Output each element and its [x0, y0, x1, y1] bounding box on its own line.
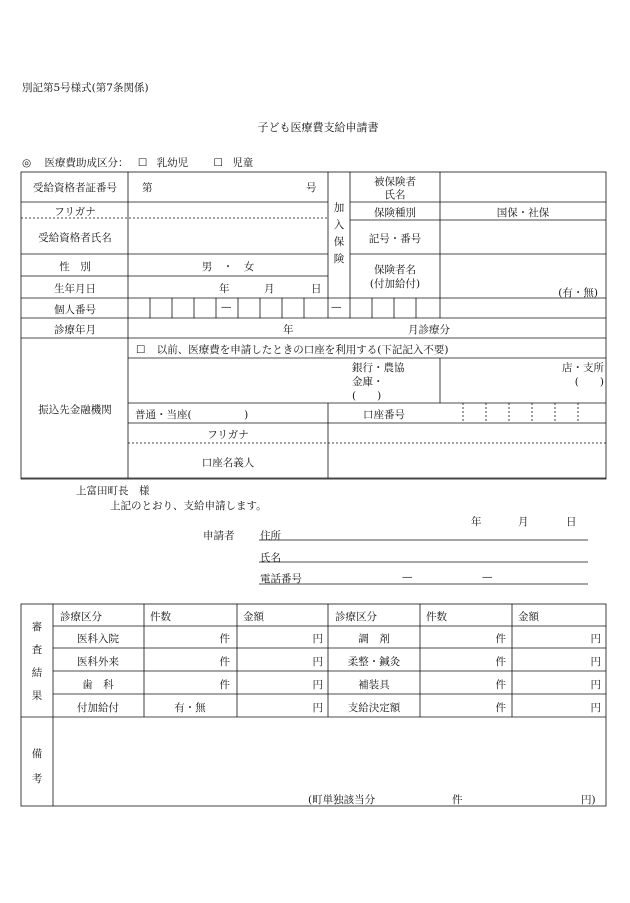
sex-options[interactable]: 男 ・ 女 [201, 261, 255, 273]
date-month-unit: 月 [518, 516, 529, 528]
review-count2-row4[interactable]: 件 [495, 702, 506, 714]
reuse-account-text: 以前、医療費を申請したときの口座を利用する(下記記入不要) [156, 344, 449, 356]
addressee: 上富田町長 様 [76, 485, 150, 497]
double-circle-mark: ◎ [22, 157, 32, 169]
bank-name-field[interactable] [130, 360, 340, 400]
furigana-label: フリガナ [54, 206, 96, 218]
bank-type-line-1: 銀行・農協 [352, 362, 405, 374]
cert-number-label: 受給資格者証番号 [33, 182, 117, 194]
remarks-side-label: 備 考 [31, 748, 43, 785]
review-amount2-row2[interactable]: 円 [590, 656, 601, 668]
subsidy-category [22, 155, 253, 170]
insured-name-field[interactable] [442, 175, 604, 199]
account-number-field[interactable] [442, 405, 604, 421]
insurance-number-label: 記号・番号 [368, 233, 422, 245]
holder-furigana-field[interactable] [330, 425, 604, 441]
review-cat1-row3: 歯 科 [82, 679, 114, 691]
infant-checkbox[interactable]: ☐ [137, 157, 148, 169]
account-holder-field[interactable] [330, 446, 604, 476]
recipient-name-label: 受給資格者氏名 [38, 232, 112, 244]
bank-section-label: 振込先金融機関 [38, 404, 112, 416]
town-only-label: (町単独該当分 [308, 794, 376, 806]
my-number-dash-2: — [331, 301, 342, 313]
branch-type-line-1: 店・支所 [562, 362, 604, 374]
town-only-count-unit: 件 [452, 794, 463, 806]
review-amount1-row1[interactable]: 円 [312, 633, 323, 645]
insured-name-label-1: 被保険者 [374, 176, 416, 188]
review-cat2-row3: 補装具 [358, 679, 390, 691]
child-checkbox[interactable]: ☐ [213, 157, 223, 169]
review-count1-row3[interactable]: 件 [219, 679, 230, 691]
my-number-dash-1: — [221, 301, 232, 313]
review-cat1-row2: 医科外来 [77, 656, 119, 668]
insurance-number-field[interactable] [442, 223, 604, 252]
review-amount1-row4[interactable]: 円 [312, 702, 323, 714]
review-count2-row3[interactable]: 件 [495, 679, 506, 691]
insurance-type-value[interactable]: 国保・社保 [496, 207, 550, 219]
review-header-amount-2: 金額 [518, 611, 539, 623]
form-number-note: 別記第5号様式(第7条関係) [22, 82, 149, 94]
applicant-label: 申請者 [203, 530, 235, 542]
review-header-category-2: 診療区分 [335, 611, 377, 623]
treatment-month-label: 診療年月 [54, 324, 96, 336]
my-number-field[interactable] [130, 300, 436, 316]
reuse-account-checkbox[interactable]: ☐ [136, 344, 146, 356]
page-title: 子ども医療費支給申請書 [257, 121, 379, 134]
review-cat1-row1: 医科入院 [77, 633, 119, 645]
review-header-count-1: 件数 [150, 611, 171, 623]
insured-name-label-2: 氏名 [384, 189, 406, 201]
review-amount2-row1[interactable]: 円 [590, 633, 601, 645]
infant-option-label: 乳幼児 [156, 157, 189, 169]
branch-type-line-2: ( ) [574, 376, 604, 388]
my-number-label: 個人番号 [54, 304, 96, 316]
review-count1-row4[interactable]: 有・無 [174, 702, 206, 714]
address-field[interactable] [290, 526, 586, 539]
child-option-label: 児童 [232, 157, 254, 169]
account-number-label: 口座番号 [363, 409, 405, 421]
treatment-year-unit: 年 [283, 324, 294, 336]
date-year-unit: 年 [471, 516, 482, 528]
cert-number-suffix: 号 [306, 182, 317, 194]
insurance-type-label: 保険種別 [374, 207, 416, 219]
town-only-yen-unit: 円) [581, 794, 596, 806]
birth-year-unit: 年 [219, 283, 230, 295]
address-label: 住所 [260, 530, 281, 542]
review-header-category-1: 診療区分 [60, 611, 102, 623]
review-side-label: 審 査 結 果 [31, 621, 43, 702]
review-cat2-row1: 調 剤 [358, 633, 390, 645]
bank-type-line-3: ( ) [352, 390, 382, 402]
applicant-name-field[interactable] [290, 548, 586, 561]
date-day-unit: 日 [566, 516, 577, 528]
account-holder-label: 口座名義人 [201, 457, 255, 469]
cert-number-field[interactable] [150, 184, 300, 198]
bank-type-line-2: 金庫・ [352, 376, 384, 388]
review-cat1-row4: 付加給付 [77, 702, 119, 714]
application-statement: 上記のとおり、支給申請します。 [110, 500, 267, 512]
review-count1-row1[interactable]: 件 [219, 633, 230, 645]
review-amount2-row4[interactable]: 円 [590, 702, 601, 714]
branch-name-field[interactable] [442, 360, 542, 400]
cert-number-prefix: 第 [142, 182, 153, 194]
insurance-side-label: 加 入 保 険 [333, 202, 345, 265]
phone-label: 電話番号 [260, 573, 302, 585]
applicant-name-label: 氏名 [260, 552, 281, 564]
sex-label: 性 別 [59, 261, 91, 273]
review-amount1-row3[interactable]: 円 [312, 679, 323, 691]
treatment-month-unit: 月診療分 [408, 324, 450, 336]
review-count2-row1[interactable]: 件 [495, 633, 506, 645]
insurer-name-label-1: 保険者名 [374, 264, 416, 276]
remarks-field[interactable] [56, 720, 602, 788]
review-count1-row2[interactable]: 件 [219, 656, 230, 668]
furigana-field[interactable] [130, 204, 326, 217]
review-cat2-row2: 柔整・鍼灸 [347, 656, 401, 668]
review-amount1-row2[interactable]: 円 [312, 656, 323, 668]
birth-day-unit: 日 [311, 283, 322, 295]
subsidy-category-label: 医療費助成区分： [44, 157, 129, 169]
review-header-amount-1: 金額 [243, 611, 264, 623]
review-header-count-2: 件数 [426, 611, 447, 623]
holder-furigana-label: フリガナ [207, 429, 249, 441]
phone-dash-1: — [402, 571, 413, 583]
recipient-name-field[interactable] [130, 222, 326, 252]
birthdate-label: 生年月日 [54, 283, 96, 295]
review-cat2-row4: 支給決定額 [347, 702, 401, 714]
reuse-account-option[interactable] [136, 342, 448, 357]
phone-dash-2: — [482, 571, 493, 583]
additional-benefit-option[interactable]: (有・無) [558, 287, 598, 299]
review-amount2-row3[interactable]: 円 [590, 679, 601, 691]
birth-month-unit: 月 [264, 283, 275, 295]
account-type-option[interactable]: 普通・当座( ) [135, 409, 249, 421]
insurer-name-label-2: (付加給付) [369, 278, 421, 290]
phone-field[interactable] [312, 570, 586, 583]
review-count2-row2[interactable]: 件 [495, 656, 506, 668]
